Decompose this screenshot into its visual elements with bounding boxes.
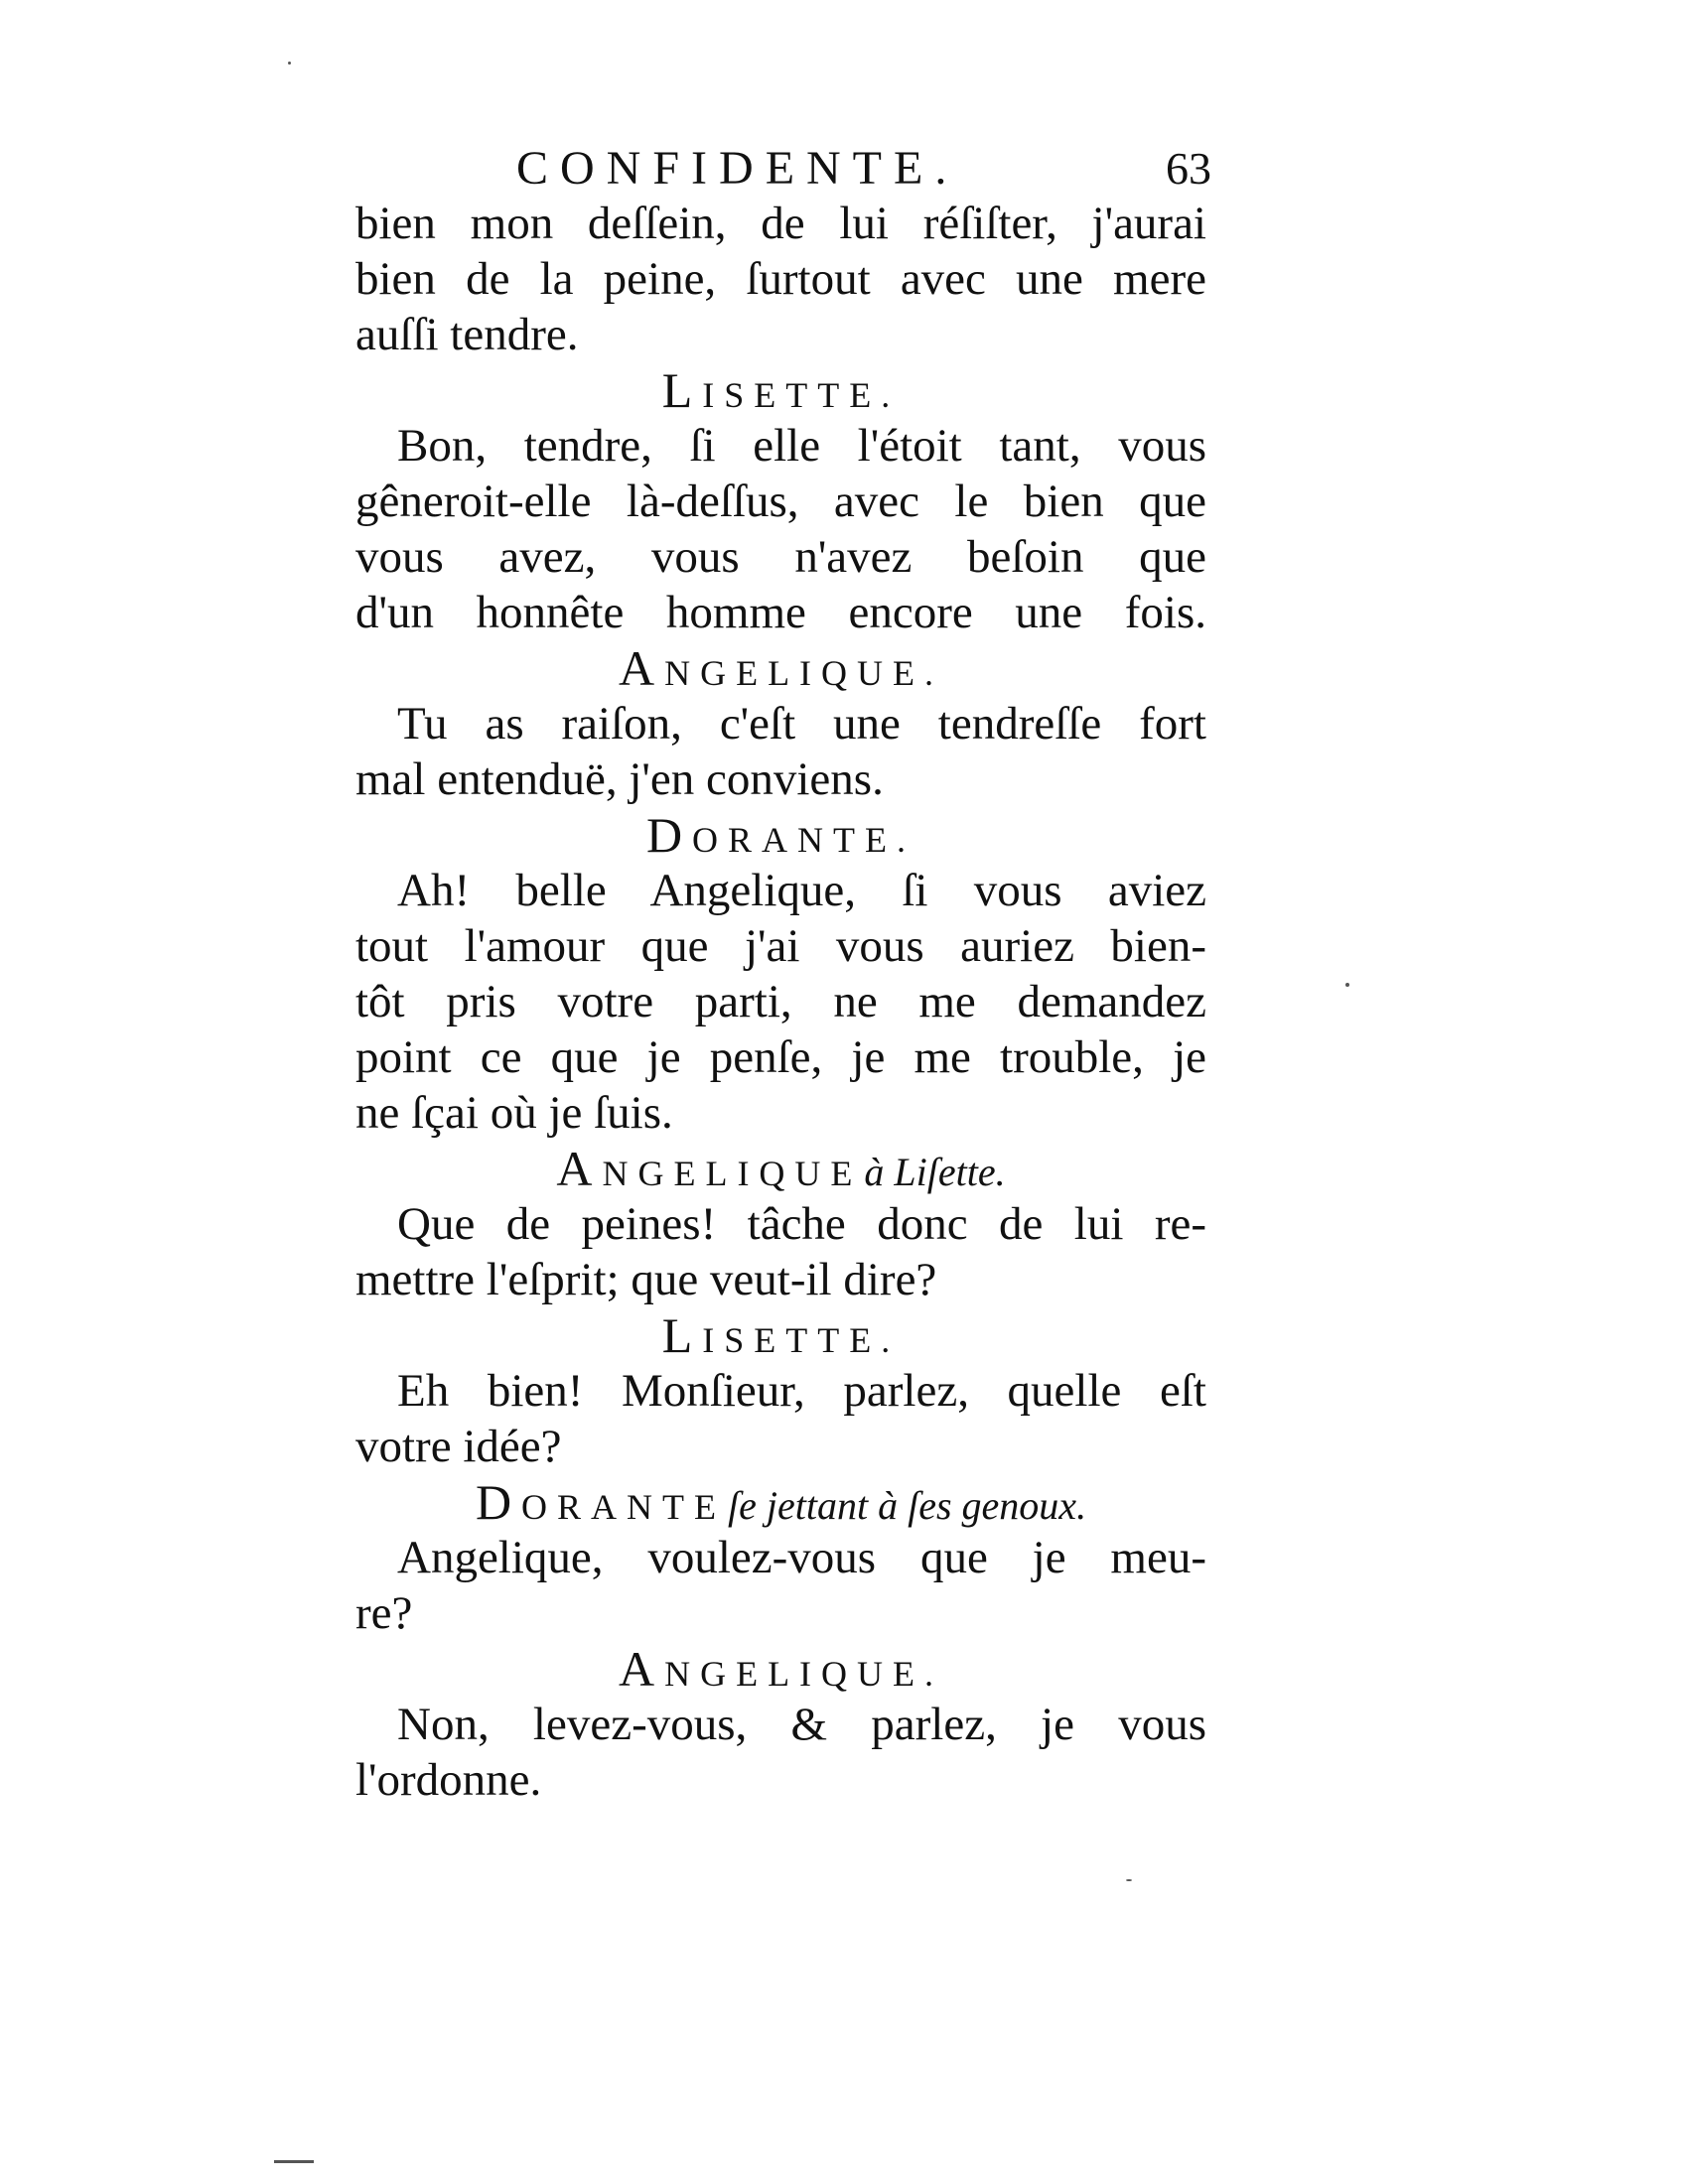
scan-speck [1345, 983, 1349, 987]
speaker-initial: L [661, 362, 703, 418]
text-line: gêneroit-elle là-deſſus, avec le bien que [355, 476, 1206, 527]
speaker-name: ORANTE. [692, 820, 916, 860]
text-line: l'ordonne. [355, 1754, 542, 1806]
speaker-name: NGELIQUE. [664, 653, 944, 693]
speaker-heading [355, 1141, 1206, 1196]
stage-direction: ſe jettant à ſes genoux. [728, 1483, 1087, 1528]
speaker-name: ORANTE [521, 1487, 727, 1527]
scan-speck [288, 62, 291, 65]
speaker-heading [355, 807, 1206, 863]
speaker-name: NGELIQUE. [664, 1654, 944, 1694]
scan-speck [274, 2160, 314, 2163]
text-line: Tu as raiſon, c'eſt une tendreſſe fort [397, 698, 1206, 750]
stage-direction: à Liſette. [864, 1150, 1006, 1194]
text-line: tôt pris votre parti, ne me demandez [355, 976, 1206, 1027]
speaker-heading [355, 1307, 1206, 1363]
speaker-initial: A [556, 1141, 603, 1196]
speaker-heading [355, 362, 1206, 418]
text-line: Que de peines! tâche donc de lui re- [397, 1198, 1206, 1250]
text-line: votre idée? [355, 1421, 562, 1472]
text-line: point ce que je penſe, je me trouble, je [355, 1031, 1206, 1083]
text-line: re? [355, 1587, 413, 1639]
text-line: bien mon deſſein, de lui réſiſter, j'aurai [355, 198, 1206, 249]
speaker-name: ISETTE. [702, 1320, 901, 1360]
text-line: Eh bien! Monſieur, parlez, quelle eſt [397, 1365, 1206, 1417]
speaker-heading [355, 1474, 1206, 1530]
text-line: auſſi tendre. [355, 309, 579, 360]
text-line: Non, levez-vous, & parlez, je vous [397, 1699, 1206, 1750]
text-line: d'un honnête homme encore une fois. [355, 587, 1206, 638]
page-header [516, 139, 1211, 199]
speaker-initial: D [475, 1474, 522, 1530]
text-line: Ah! belle Angelique, ſi vous aviez [397, 865, 1206, 916]
text-line: bien de la peine, ſurtout avec une mere [355, 253, 1206, 305]
speaker-heading [355, 1641, 1206, 1697]
speaker-initial: A [618, 1641, 665, 1697]
speaker-initial: L [661, 1307, 703, 1363]
speaker-name: ISETTE. [702, 375, 901, 415]
running-title: CONFIDENTE. [516, 142, 959, 195]
text-line: ne ſçai où je ſuis. [355, 1087, 673, 1139]
text-line: Angelique, voulez-vous que je meu- [397, 1532, 1206, 1583]
speaker-heading [355, 640, 1206, 696]
text-line: mal entenduë, j'en conviens. [355, 753, 884, 805]
speaker-name: NGELIQUE [602, 1154, 863, 1193]
text-line: Bon, tendre, ſi elle l'étoit tant, vous [397, 420, 1206, 472]
text-line: vous avez, vous n'avez beſoin que [355, 531, 1206, 583]
speaker-initial: D [645, 807, 693, 863]
scan-speck [1126, 1879, 1132, 1881]
page-number: 63 [1166, 143, 1211, 194]
text-line: mettre l'eſprit; que veut-il dire? [355, 1254, 937, 1305]
text-line: tout l'amour que j'ai vous auriez bien- [355, 920, 1206, 972]
speaker-initial: A [618, 640, 665, 696]
